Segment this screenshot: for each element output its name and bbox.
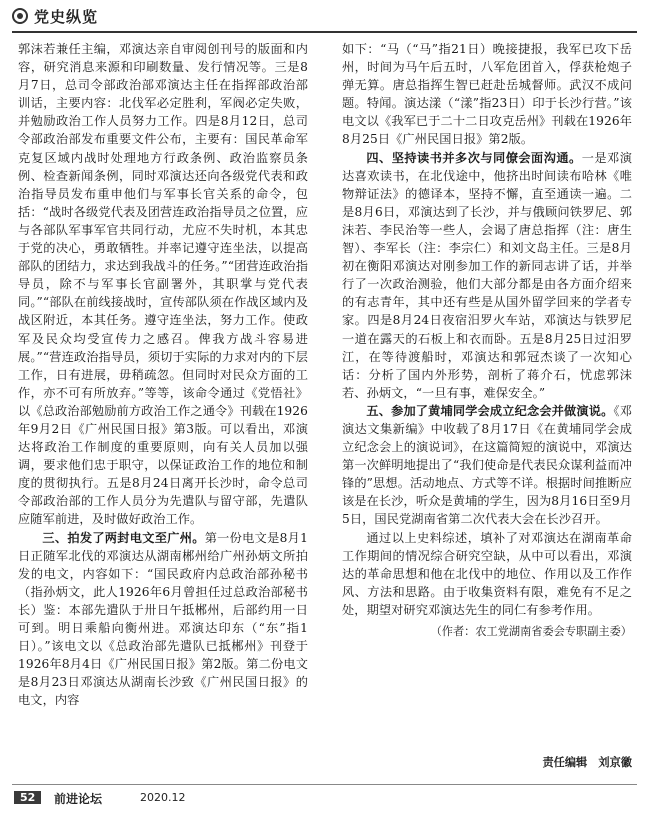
page-footer	[12, 784, 637, 809]
section-heading: 四、坚持读书并多次与同僚会面沟通。	[366, 150, 582, 165]
page-header	[0, 0, 651, 34]
conclusion-paragraph: 通过以上史料综述，填补了对邓演达在湖南革命工作期间的情况综合研究空缺，从中可以看出，邓演达的革命思想和他在北伐中的地位、作用以及工作作风、方法和思路。由于收集资料有限，难免有不足之处，期望对研究邓演达先生的同仁有参考作用。	[342, 530, 632, 617]
responsible-editor: 责任编辑 刘京徽	[542, 755, 632, 769]
page-number: 52	[14, 791, 41, 804]
section-body: 一是邓演达喜欢读书，在北伐途中，他挤出时间读布哈林《唯物辩证法》的德译本，坚持不懈，直至通读一遍。二是8月6日，邓演达到了长沙，并与俄顾问铁罗尼、郭沫若、李民治等一些人，会谒了唐总指挥（注：唐生智）、李军长（注：李宗仁）和刘文岛主任。三是8月初在衡阳邓演达对刚参加工作的新同志讲了话，并举行了一次政治测验，他们大部分都是由各方面介绍来的有志青年，其中还有些是从国外留学回来的学者专家。四是8月24日夜宿汨罗火车站，邓演达与铁罗尼一道在露天的石板上和衣而卧。五是8月25日过汨罗江，在等待渡船时，邓演达和郭冠杰谈了一次知心话：分析了国内外形势，剖析了蒋介石，忧虑郭沫若、孙炳文，“一旦有事，难保安全。”	[342, 150, 632, 400]
journal-name: 前进论坛	[54, 792, 103, 806]
section-body: 第一份电文是8月1日正随军北伐的邓演达从湖南郴州给广州孙炳文所拍发的电文，内容如下：“国民政府内总政治部孙秘书（指孙炳文，此人1926年6月曾担任过总政治部秘书长）鉴：本部先遣队于卅日午抵郴州，后部约用一日可到。明日乘船向衡州进。邓演达印东（“东”指1日）。”该电文以《总政治部先遣队已抵郴州》刊登于1926年8月4日《广州民国日报》第2版。第二份电文是8月23日邓演达从湖南长沙致《广州民国日报》的电文，内容	[18, 530, 308, 708]
section-paragraph	[18, 529, 308, 710]
section-paragraph	[342, 402, 632, 529]
section-logo-icon	[12, 8, 28, 24]
section-body: 《邓演达文集新编》中收载了8月17日《在黄埔同学会成立纪念会上的演说词》，在这篇简短的演说中，邓演达第一次鲜明地提出了“我们使命是代表民众谋利益而冲锋的”思想。活动地点、方式等不详。根据时间推断应该是在长沙，听众是黄埔的学生，因为8月16日至9月5日，国民党湖南省第二次代表大会在长沙召开。	[342, 403, 632, 527]
section-title: 党史纵览	[34, 8, 99, 26]
body-paragraph: 郭沫若兼任主编，邓演达亲自审阅创刊号的版面和内容，研究消息来源和印刷数量、发行情况等。三是8月7日，总司令部政治部邓演达主任在指挥部政治部训话，主要内容：北伐军必定胜利，军阀必定失败，并勉励政治工作人员努力工作。四是8月12日，总司令部政治部发布重要文件公布，主要有：国民革命军克复区域内战时处理地方行政条例、政治监察员条例、检查新闻条例，同时邓演达还向各级党代表和政治指导员发布重申他们与军事长官关系的命令，包括：“战时各级党代表及团营连政治指导员之位置，应与各部队军事军官共同行动，尤应不失时机，本其忠于党的决心，勇敢牺牲。并率记遵守连坐法，以提高部队的团结力，求达到我战斗的任务。”“团营连政治指导员，除不与军事长官副署外，其职掌与党代表同。”“部队在前线接战时，宣传部队须在作战区域内及战区附近，本其任务。遵守连坐法，努力工作。使政军及民众均受宣传力之感召。俾我方战斗容易进展。”“营连政治指导员，须切于实际的力求对内的下层工作，日有进展，毋稍疏忽。但同时对民众方面的工作，亦不可有所放弃。”等等，该命令通过《党悟社》以《总政治部勉励前方政治工作之通令》刊载在1926年9月2日《广州民国日报》第3版。可以看出，邓演达将政治工作制度的重要原则，向有关人员加以强调，要求他们忠于职守，以保证政治工作的地位和制度的贯彻执行。五是8月24日离开长沙时，命令总司令部政治部的工作人员分为先遣队与留守部，先遣队应随军前进，及时做好政治工作。	[18, 42, 308, 527]
author-note: （作者：农工党湖南省委会专职副主委）	[430, 625, 632, 638]
left-column	[18, 40, 308, 740]
issue-number: 2020.12	[140, 791, 186, 804]
header-divider	[12, 31, 637, 33]
right-column	[342, 40, 632, 740]
section-paragraph	[342, 149, 632, 402]
section-heading: 五、参加了黄埔同学会成立纪念会并做演说。	[366, 403, 614, 418]
section-heading: 三、拍发了两封电文至广州。	[42, 530, 205, 545]
body-paragraph: 如下：“马（“马”指21日）晚接捷报，我军已攻下岳州，时间为马午后五时，八军危团首入，俘获枪炮子弹无算。唐总指挥生智已赶赴岳城督师。武汉不成问题。特闻。演达漾（“漾”指23日）印于长沙行营。”该电文以《我军已于二十二日攻克岳州》刊载在1926年8月25日《广州民国日报》第2版。	[342, 42, 632, 147]
